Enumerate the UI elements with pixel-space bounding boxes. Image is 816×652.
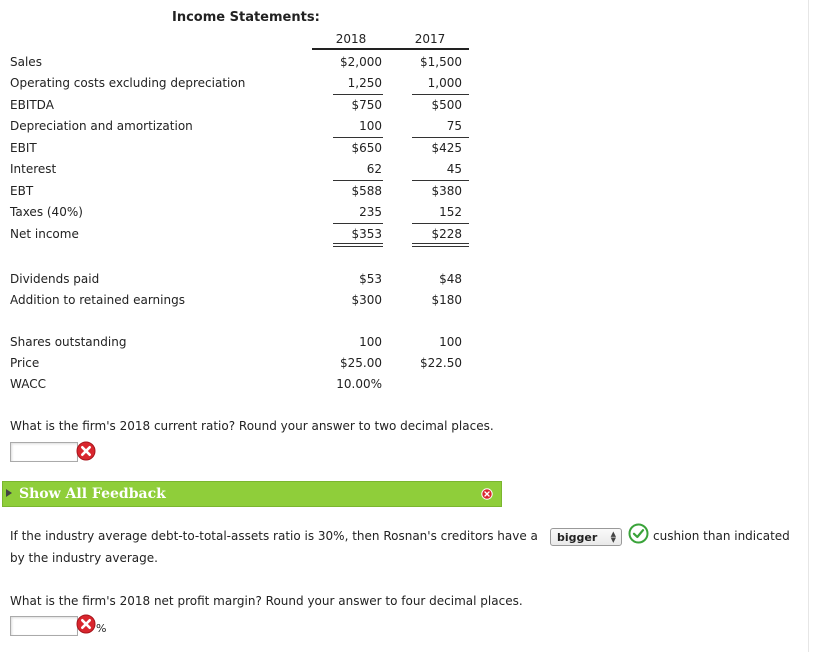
value-2018: $25.00 <box>340 356 382 370</box>
total-double-rule <box>333 243 383 244</box>
show-all-feedback-bar[interactable] <box>2 481 502 507</box>
subtotal-rule <box>412 223 469 224</box>
value-2018: 100 <box>359 119 382 133</box>
total-double-rule <box>333 246 383 247</box>
row-label: Operating costs excluding depreciation <box>10 76 246 90</box>
row-label: EBITDA <box>10 98 54 112</box>
value-2018: $353 <box>351 227 382 241</box>
row-label: Dividends paid <box>10 272 100 286</box>
percent-unit-label: % <box>96 622 107 635</box>
row-label: WACC <box>10 377 46 391</box>
subtotal-rule <box>412 137 469 138</box>
row-label: Taxes (40%) <box>10 205 83 219</box>
question-net-profit-margin: What is the firm's 2018 net profit margin? Round your answer to four decimal places. <box>10 594 523 608</box>
value-2017: $22.50 <box>420 356 462 370</box>
statement-title: Income Statements: <box>172 10 320 25</box>
value-2017: 152 <box>439 205 462 219</box>
cushion-select-value: bigger <box>557 531 598 544</box>
value-2018: 235 <box>359 205 382 219</box>
value-2017: $425 <box>431 141 462 155</box>
subtotal-rule <box>333 180 383 181</box>
net-profit-margin-input[interactable] <box>10 616 78 636</box>
row-label: Interest <box>10 162 57 176</box>
row-label: Depreciation and amortization <box>10 119 193 133</box>
question-debt-ratio-part1: If the industry average debt-to-total-assets ratio is 30%, then Rosnan's creditors have a <box>10 529 538 543</box>
x-circle-icon <box>76 441 96 461</box>
value-2017: $48 <box>439 272 462 286</box>
year-header-2018: 2018 <box>335 32 367 46</box>
question-current-ratio: What is the firm's 2018 current ratio? Round your answer to two decimal places. <box>10 419 494 433</box>
subtotal-rule <box>412 180 469 181</box>
value-2017: 100 <box>439 335 462 349</box>
value-2018: $53 <box>359 272 382 286</box>
value-2018: 62 <box>366 162 382 176</box>
year-header-2017: 2017 <box>414 32 446 46</box>
total-double-rule <box>412 246 469 247</box>
subtotal-rule <box>412 94 469 95</box>
row-label: Addition to retained earnings <box>10 293 185 307</box>
value-2017: $228 <box>431 227 462 241</box>
x-circle-icon <box>76 614 96 634</box>
value-2017: 75 <box>446 119 462 133</box>
subtotal-rule <box>333 137 383 138</box>
value-2018: $2,000 <box>340 55 382 69</box>
value-2017: 45 <box>446 162 462 176</box>
row-label: Price <box>10 356 40 370</box>
value-2018: 100 <box>359 335 382 349</box>
check-circle-icon <box>628 523 649 544</box>
show-all-feedback-label[interactable]: Show All Feedback <box>19 486 166 502</box>
value-2018: $750 <box>351 98 382 112</box>
value-2017: $500 <box>431 98 462 112</box>
value-2017: $1,500 <box>420 55 462 69</box>
row-label: EBIT <box>10 141 37 155</box>
value-2018: $588 <box>351 184 382 198</box>
value-2018: 10.00% <box>336 377 382 391</box>
value-2018: $650 <box>351 141 382 155</box>
value-2018: $300 <box>351 293 382 307</box>
subtotal-rule <box>333 223 383 224</box>
row-label: Shares outstanding <box>10 335 127 349</box>
cushion-select[interactable] <box>550 528 622 546</box>
subtotal-rule <box>333 94 383 95</box>
value-2017: $180 <box>431 293 462 307</box>
row-label: EBT <box>10 184 34 198</box>
total-double-rule <box>412 243 469 244</box>
value-2017: 1,000 <box>427 76 462 90</box>
close-icon[interactable] <box>481 488 493 500</box>
row-label: Net income <box>10 227 79 241</box>
current-ratio-input[interactable] <box>10 442 78 462</box>
header-rule <box>312 48 469 50</box>
question-debt-ratio-part2: cushion than indicated <box>653 529 790 543</box>
question-debt-ratio-part3: by the industry average. <box>10 551 158 565</box>
page-divider <box>808 0 809 652</box>
row-label: Sales <box>10 55 42 69</box>
value-2018: 1,250 <box>347 76 382 90</box>
value-2017: $380 <box>431 184 462 198</box>
select-arrows-icon: ▲ ▼ <box>610 530 616 544</box>
triangle-right-icon <box>6 489 12 497</box>
